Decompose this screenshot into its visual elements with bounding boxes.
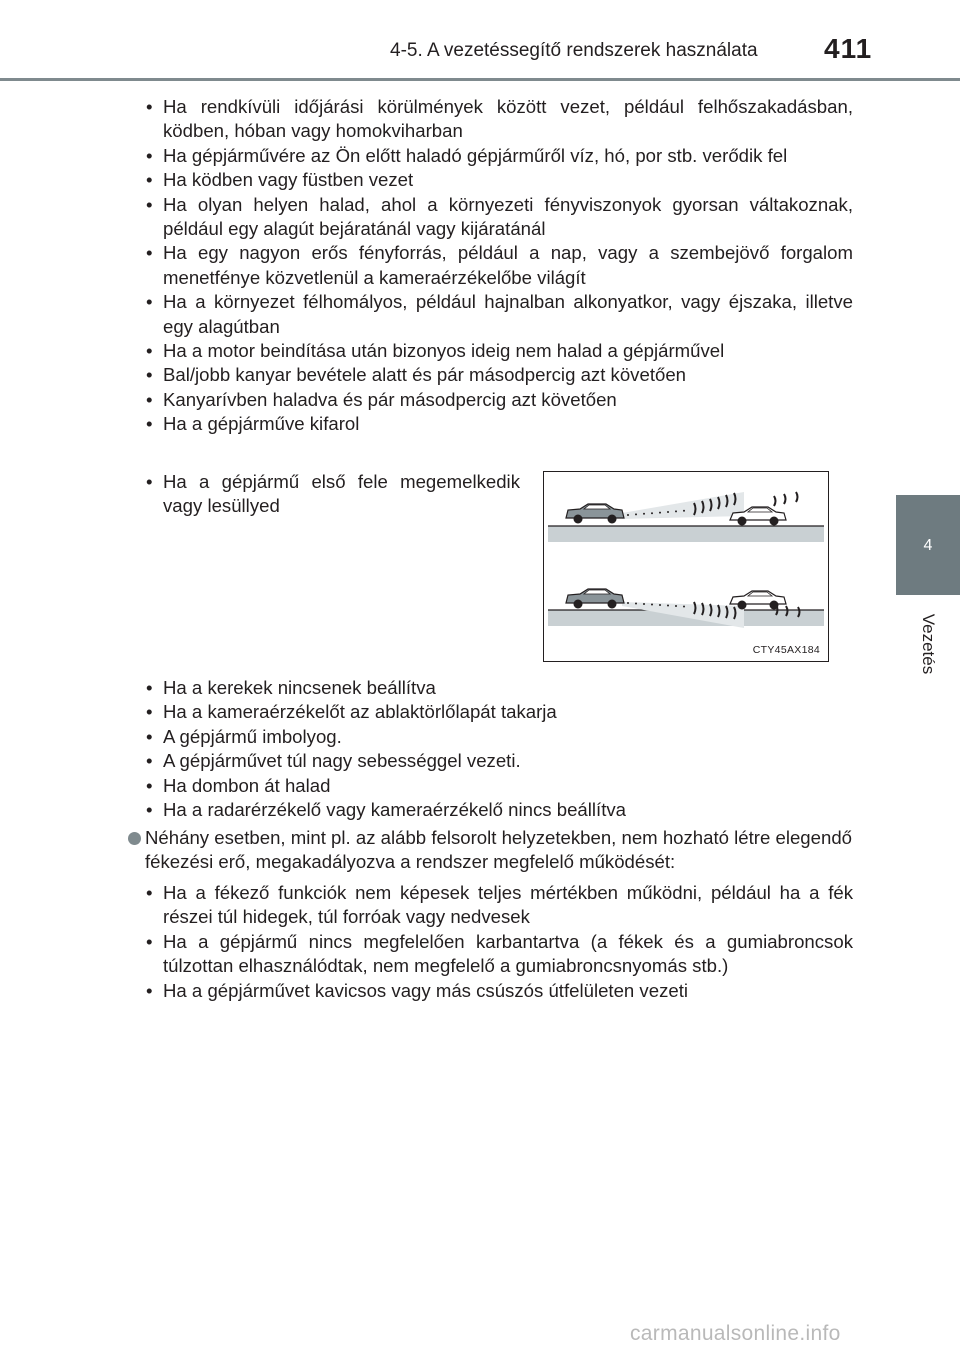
- car-sensor-diagram: [544, 472, 828, 661]
- vehicle-pitch-illustration: [543, 471, 829, 662]
- list-item: • Ha gépjárművére az Ön előtt haladó gépjárműről víz, hó, por stb. verődik fel: [146, 144, 853, 168]
- list-item: • Ha a környezet félhomályos, például hajnalban alkonyatkor, vagy éjszaka, illetve egy alagútban: [146, 290, 853, 339]
- list-item: • Ha dombon át halad: [146, 774, 853, 798]
- car-rear-bottom: [566, 589, 624, 609]
- note-bullet-icon: [128, 832, 141, 845]
- chapter-tab: [896, 495, 960, 595]
- list-item: • A gépjárművet túl nagy sebességgel vezeti.: [146, 749, 853, 773]
- condition-list-a: [146, 95, 853, 437]
- list-item: • Kanyarívben haladva és pár másodpercig azt követően: [146, 388, 853, 412]
- list-item: • Ha ködben vagy füstben vezet: [146, 168, 853, 192]
- chapter-number: 4: [923, 537, 933, 554]
- list-item: • Bal/jobb kanyar bevétele alatt és pár másodpercig azt követően: [146, 363, 853, 387]
- list-item: • Ha a gépjármű nincs megfelelően karbantartva (a fékek és a gumiabroncsok túlzottan elhasználódtak, nem megfelelő a gumiabroncsnyomás stb.): [146, 930, 853, 979]
- car-front-bottom: [730, 591, 786, 610]
- list-item: • Ha a kameraérzékelőt az ablaktörlőlapát takarja: [146, 700, 853, 724]
- illustration-code: CTY45AX184: [752, 644, 820, 656]
- list-item: • Ha a kerekek nincsenek beállítva: [146, 676, 853, 700]
- condition-list-c: [146, 676, 853, 822]
- note-text: Néhány esetben, mint pl. az alább felsorolt helyzetekben, nem hozható létre elegendő fékezési erő, megakadályozva a rendszer megfelelő működését:: [145, 827, 853, 873]
- page-number: 411: [824, 33, 873, 64]
- chapter-label: Vezetés: [919, 613, 938, 675]
- watermark: carmanualsonline.info: [630, 1322, 841, 1345]
- list-item: • Ha egy nagyon erős fényforrás, például a nap, vagy a szembejövő forgalom menetfénye közvetlenül a kameraérzékelőbe világít: [146, 241, 853, 290]
- list-item: • Ha a gépjárművet kavicsos vagy más csúszós útfelületen vezeti: [146, 979, 853, 1003]
- condition-list-d: [146, 881, 853, 1003]
- list-item: • Ha olyan helyen halad, ahol a környezeti fényviszonyok gyorsan váltakoznak, például egy alagút bejáratánál vagy kijáratánál: [146, 193, 853, 242]
- header-divider: [0, 78, 960, 81]
- road-top: [548, 526, 824, 542]
- braking-note: [128, 826, 872, 875]
- list-item: • Ha a gépjárműve kifarol: [146, 412, 853, 436]
- list-item: • Ha a radarérzékelő vagy kameraérzékelő nincs beállítva: [146, 798, 853, 822]
- list-item: • Ha a fékező funkciók nem képesek teljes mértékben működni, például ha a fék részei túl hidegek, túl forróak vagy nedvesek: [146, 881, 853, 930]
- list-item: • Ha rendkívüli időjárási körülmények között vezet, például felhőszakadásban, ködben, hóban vagy homokviharban: [146, 95, 853, 144]
- car-rear-top: [566, 504, 624, 524]
- section-title: 4-5. A vezetéssegítő rendszerek használata: [390, 40, 758, 61]
- list-item: • A gépjármű imbolyog.: [146, 725, 853, 749]
- condition-list-b: [146, 470, 520, 519]
- list-item: • Ha a motor beindítása után bizonyos ideig nem halad a gépjárművel: [146, 339, 853, 363]
- list-item: • Ha a gépjármű első fele megemelkedik vagy lesüllyed: [146, 470, 520, 519]
